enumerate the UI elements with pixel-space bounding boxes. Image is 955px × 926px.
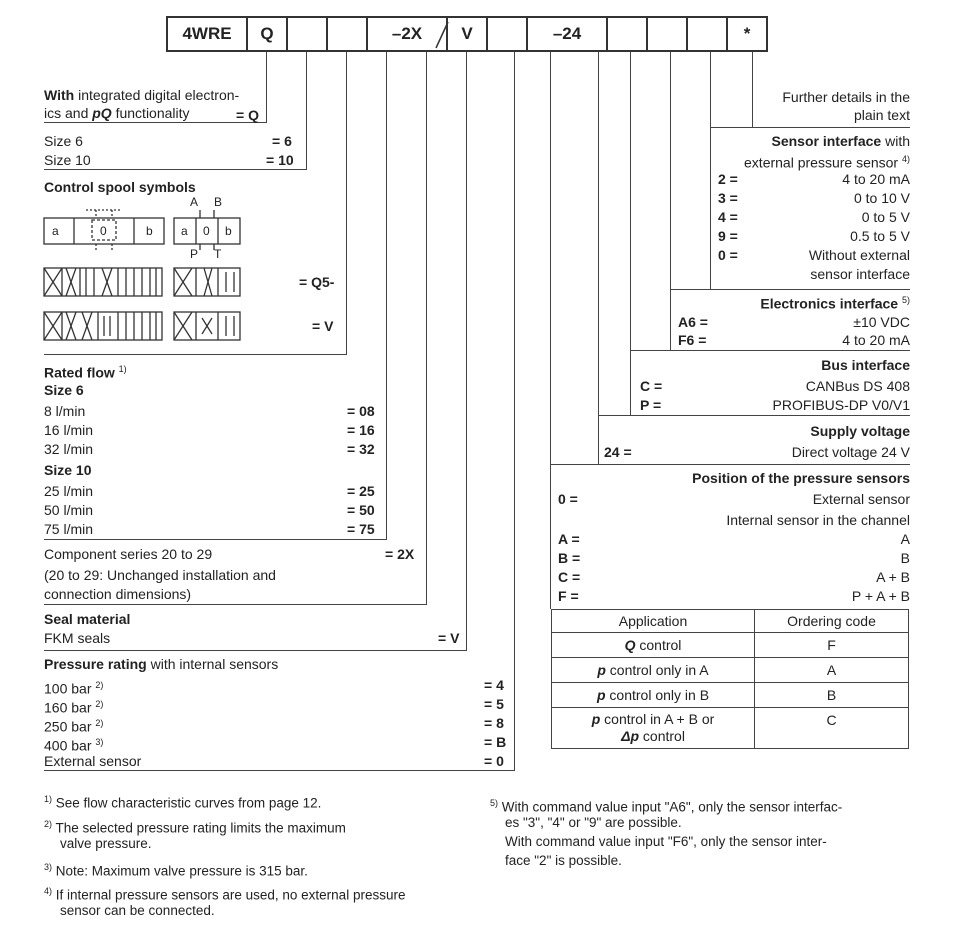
pressure-400-code: = B <box>484 734 507 750</box>
sensor-3-code: 3 = <box>718 190 738 206</box>
footnote-5: $^{5)}$ With command value input "A6", only the sensor interfac- <box>490 798 843 815</box>
footnote-2-cont: valve pressure. <box>60 836 152 851</box>
pressure-title: Pressure rating with internal sensors <box>44 656 279 672</box>
elec-title: Electronics interface $^{5)}$ <box>760 295 910 312</box>
rated-flow-title: Rated flow $^{1)}$ <box>44 364 127 381</box>
series-line3: connection dimensions) <box>44 586 192 602</box>
footnote-4-cont: sensor can be connected. <box>60 903 215 918</box>
pressure-160-code: = 5 <box>484 696 504 712</box>
table-row <box>552 683 909 708</box>
spool-small-b: b <box>225 224 232 238</box>
flow-size6-title: Size 6 <box>44 382 84 398</box>
sensor-2-value: 4 to 20 mA <box>842 171 910 187</box>
flow-75-code: = 75 <box>347 521 375 537</box>
position-b-value: B <box>900 550 910 566</box>
table-header-application: Application <box>552 610 755 633</box>
sensor-0-value-2: sensor interface <box>810 266 910 282</box>
bus-c-value: CANBus DS 408 <box>805 378 910 394</box>
code-box-1: 4WRE <box>166 16 246 52</box>
code-box-8: –24 <box>526 16 606 52</box>
port-P: P <box>190 247 199 261</box>
table-cell-code: A <box>755 658 909 683</box>
supply-value: Direct voltage 24 V <box>791 444 910 460</box>
sensor-title: Sensor interface with <box>771 133 910 149</box>
position-c-value: A + B <box>876 569 910 585</box>
table-cell-application: p control in A + B or Δp control <box>552 708 755 749</box>
elec-a6-value: ±10 VDC <box>853 314 910 330</box>
integrated-line2: ics and pQ functionality <box>44 105 190 121</box>
flow-50-code: = 50 <box>347 502 375 518</box>
footnote-1: $^{1)}$ See flow characteristic curves from page 12. <box>44 794 322 811</box>
flow-8-code: = 08 <box>347 403 375 419</box>
series-line2: (20 to 29: Unchanged installation and <box>44 567 276 583</box>
elec-f6-code: F6 = <box>678 332 707 348</box>
spool-b: b <box>146 224 153 238</box>
position-internal: Internal sensor in the channel <box>726 512 910 528</box>
series-line1: Component series 20 to 29 <box>44 546 213 562</box>
pressure-ext-code: = 0 <box>484 753 504 769</box>
flow-8-label: 8 l/min <box>44 403 86 419</box>
flow-32-code: = 32 <box>347 441 375 457</box>
sensor-4-code: 4 = <box>718 209 738 225</box>
flow-25-label: 25 l/min <box>44 483 94 499</box>
size6-label: Size 6 <box>44 133 83 149</box>
integrated-code: = Q <box>236 107 259 123</box>
seal-code: = V <box>438 630 460 646</box>
pressure-100-label: 100 bar $^{2)}$ <box>44 680 104 697</box>
position-f-code: F = <box>558 588 579 604</box>
footnote-5-line2: es "3", "4" or "9" are possible. <box>505 815 682 830</box>
position-title: Position of the pressure sensors <box>692 470 910 486</box>
elec-a6-code: A6 = <box>678 314 708 330</box>
position-0-value: External sensor <box>812 491 910 507</box>
spool-small-a: a <box>181 224 188 238</box>
table-cell-application: Q control <box>552 633 755 658</box>
sensor-4-value: 0 to 5 V <box>861 209 910 225</box>
bus-p-code: P = <box>640 397 662 413</box>
position-a-code: A = <box>558 531 580 547</box>
spool-small-0: 0 <box>203 224 210 238</box>
ordering-code-table <box>551 609 909 749</box>
table-cell-code: C <box>755 708 909 749</box>
pressure-160-label: 160 bar $^{2)}$ <box>44 699 104 716</box>
code-box-2: Q <box>246 16 286 52</box>
position-f-value: P + A + B <box>851 588 910 604</box>
table-cell-code: B <box>755 683 909 708</box>
table-cell-application: p control only in B <box>552 683 755 708</box>
pressure-250-label: 250 bar $^{2)}$ <box>44 718 104 735</box>
pressure-100-code: = 4 <box>484 677 504 693</box>
position-c-code: C = <box>558 569 581 585</box>
footnote-3: $^{3)}$ Note: Maximum valve pressure is 315 bar. <box>44 862 308 879</box>
v-spool-code: = V <box>312 318 334 334</box>
footnote-2: $^{2)}$ The selected pressure rating limits the maximum <box>44 819 346 836</box>
size10-label: Size 10 <box>44 152 91 168</box>
spool-title: Control spool symbols <box>44 179 196 195</box>
table-header-ordering-code: Ordering code <box>755 610 909 633</box>
sensor-9-value: 0.5 to 5 V <box>850 228 910 244</box>
port-T: T <box>214 247 222 261</box>
table-header-row <box>552 610 909 633</box>
supply-title: Supply voltage <box>810 423 910 439</box>
code-box-5: –2X <box>366 16 446 52</box>
bus-c-code: C = <box>640 378 663 394</box>
bus-p-value: PROFIBUS-DP V0/V1 <box>772 397 910 413</box>
code-box-6: V <box>446 16 486 52</box>
bus-title: Bus interface <box>821 357 910 373</box>
flow-50-label: 50 l/min <box>44 502 94 518</box>
table-row <box>552 708 909 749</box>
sensor-0-value: Without external <box>808 247 910 263</box>
size10-code: = 10 <box>266 152 294 168</box>
footnote-4: $^{4)}$ If internal pressure sensors are used, no external pressure <box>44 886 406 903</box>
table-row <box>552 658 909 683</box>
flow-25-code: = 25 <box>347 483 375 499</box>
position-0-code: 0 = <box>558 491 578 507</box>
supply-code: 24 = <box>604 444 632 460</box>
pressure-250-code: = 8 <box>484 715 504 731</box>
series-code: = 2X <box>385 546 415 562</box>
elec-f6-value: 4 to 20 mA <box>842 332 910 348</box>
port-A: A <box>190 195 199 209</box>
footnote-5-line4: face "2" is possible. <box>505 853 622 868</box>
seal-title: Seal material <box>44 611 131 627</box>
flow-16-label: 16 l/min <box>44 422 94 438</box>
code-box-12: * <box>726 16 768 52</box>
flow-75-label: 75 l/min <box>44 521 94 537</box>
integrated-line1: With integrated digital electron- <box>44 87 240 103</box>
position-a-value: A <box>900 531 910 547</box>
pressure-400-label: 400 bar $^{3)}$ <box>44 737 104 754</box>
spool-a: a <box>52 224 59 238</box>
table-cell-application: p control only in A <box>552 658 755 683</box>
sensor-0-code: 0 = <box>718 247 738 263</box>
flow-size10-title: Size 10 <box>44 462 92 478</box>
pressure-ext-label: External sensor <box>44 753 142 769</box>
further-line2: plain text <box>853 107 910 123</box>
footnote-5-line3: With command value input "F6", only the sensor inter- <box>505 834 827 849</box>
sensor-2-code: 2 = <box>718 171 738 187</box>
sensor-subtitle: external pressure sensor $^{4)}$ <box>744 154 910 171</box>
flow-16-code: = 16 <box>347 422 375 438</box>
port-B: B <box>214 195 223 209</box>
sensor-3-value: 0 to 10 V <box>853 190 910 206</box>
q5-code: = Q5- <box>299 274 335 290</box>
further-line1: Further details in the <box>782 89 910 105</box>
size6-code: = 6 <box>272 133 292 149</box>
seal-label: FKM seals <box>44 630 111 646</box>
sensor-9-code: 9 = <box>718 228 738 244</box>
position-b-code: B = <box>558 550 581 566</box>
table-cell-code: F <box>755 633 909 658</box>
flow-32-label: 32 l/min <box>44 441 94 457</box>
table-row <box>552 633 909 658</box>
spool-0: 0 <box>100 224 107 238</box>
